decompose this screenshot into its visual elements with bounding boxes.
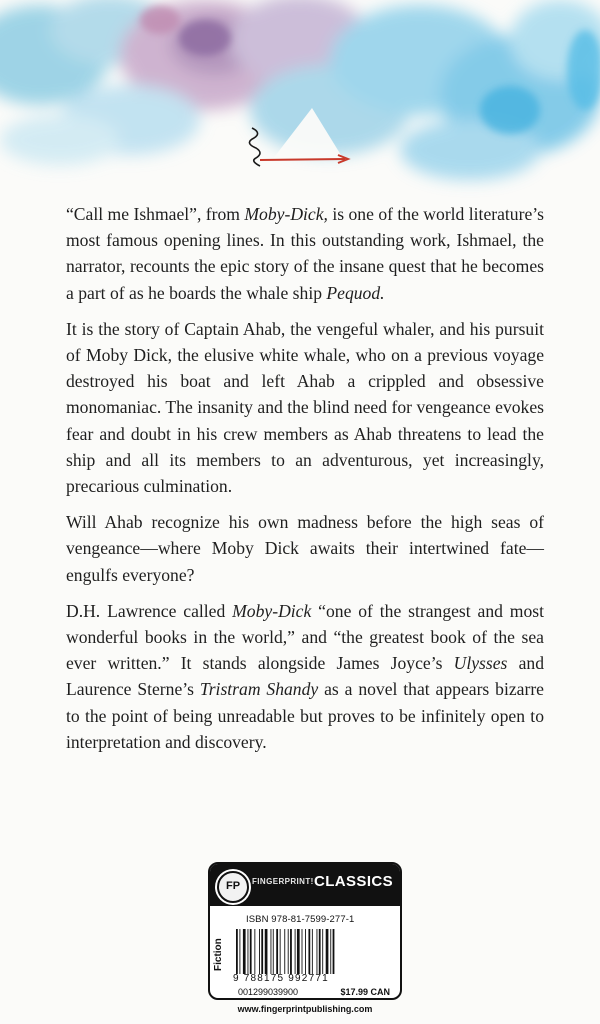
blurb-text xyxy=(66,201,544,765)
barcode-area xyxy=(213,912,391,997)
blurb-paragraph-1: “Call me Ishmael”, from Moby-Dick, is one of the world literature’s most famous opening lines. In this outstanding work, Ishmael, the narrator, recounts the epic story of the insane quest that he becomes a part of as he boards the whale ship Pequod. xyxy=(66,204,545,303)
product-code: 001299039900 xyxy=(238,987,299,997)
publisher-brand: FINGERPRINT! xyxy=(252,877,314,886)
barcode-digits: 9 788175 992771 xyxy=(233,973,329,984)
code-price-line xyxy=(238,987,390,997)
isbn-label: ISBN 978-81-7599-277-1 xyxy=(246,914,355,925)
blurb-paragraph-4: D.H. Lawrence called Moby-Dick “one of the strangest and most wonderful books in the world,” and “the greatest book of the sea ever written.” It stands alongside James Joyce’s Ulysses and Laurence Sterne’s Tristram Shandy as a novel that appears bizarre to the point of being unreadable but proves to be infinitely open to interpretation and discovery. xyxy=(66,600,545,752)
publisher-barcode-box xyxy=(208,862,402,1000)
blurb-paragraph-3: Will Ahab recognize his own madness before the high seas of vengeance—where Moby Dick awaits their intertwined fate—engulfs everyone? xyxy=(66,512,544,585)
blurb-paragraph-2: It is the story of Captain Ahab, the vengeful whaler, and his pursuit of Moby Dick, the elusive white whale, who on a previous voyage destroyed his boat and left Ahab a crippled and obsessive monomaniac. The insanity and the blind need for vengeance evokes fear and doubt in his crew members as Ahab threatens to lead the ship and all its members to an adventurous, yet increasingly, precarious culmination. xyxy=(66,318,544,497)
barcode-bars xyxy=(234,929,384,974)
publisher-website: www.fingerprintpublishing.com xyxy=(237,1004,373,1014)
watercolor-artwork xyxy=(0,0,600,200)
series-name: CLASSICS xyxy=(314,873,394,890)
publisher-banner xyxy=(210,864,400,906)
price-label: $17.99 CAN xyxy=(340,987,390,997)
genre-label: Fiction xyxy=(213,938,224,972)
fingerprint-logo: FP xyxy=(217,871,249,903)
